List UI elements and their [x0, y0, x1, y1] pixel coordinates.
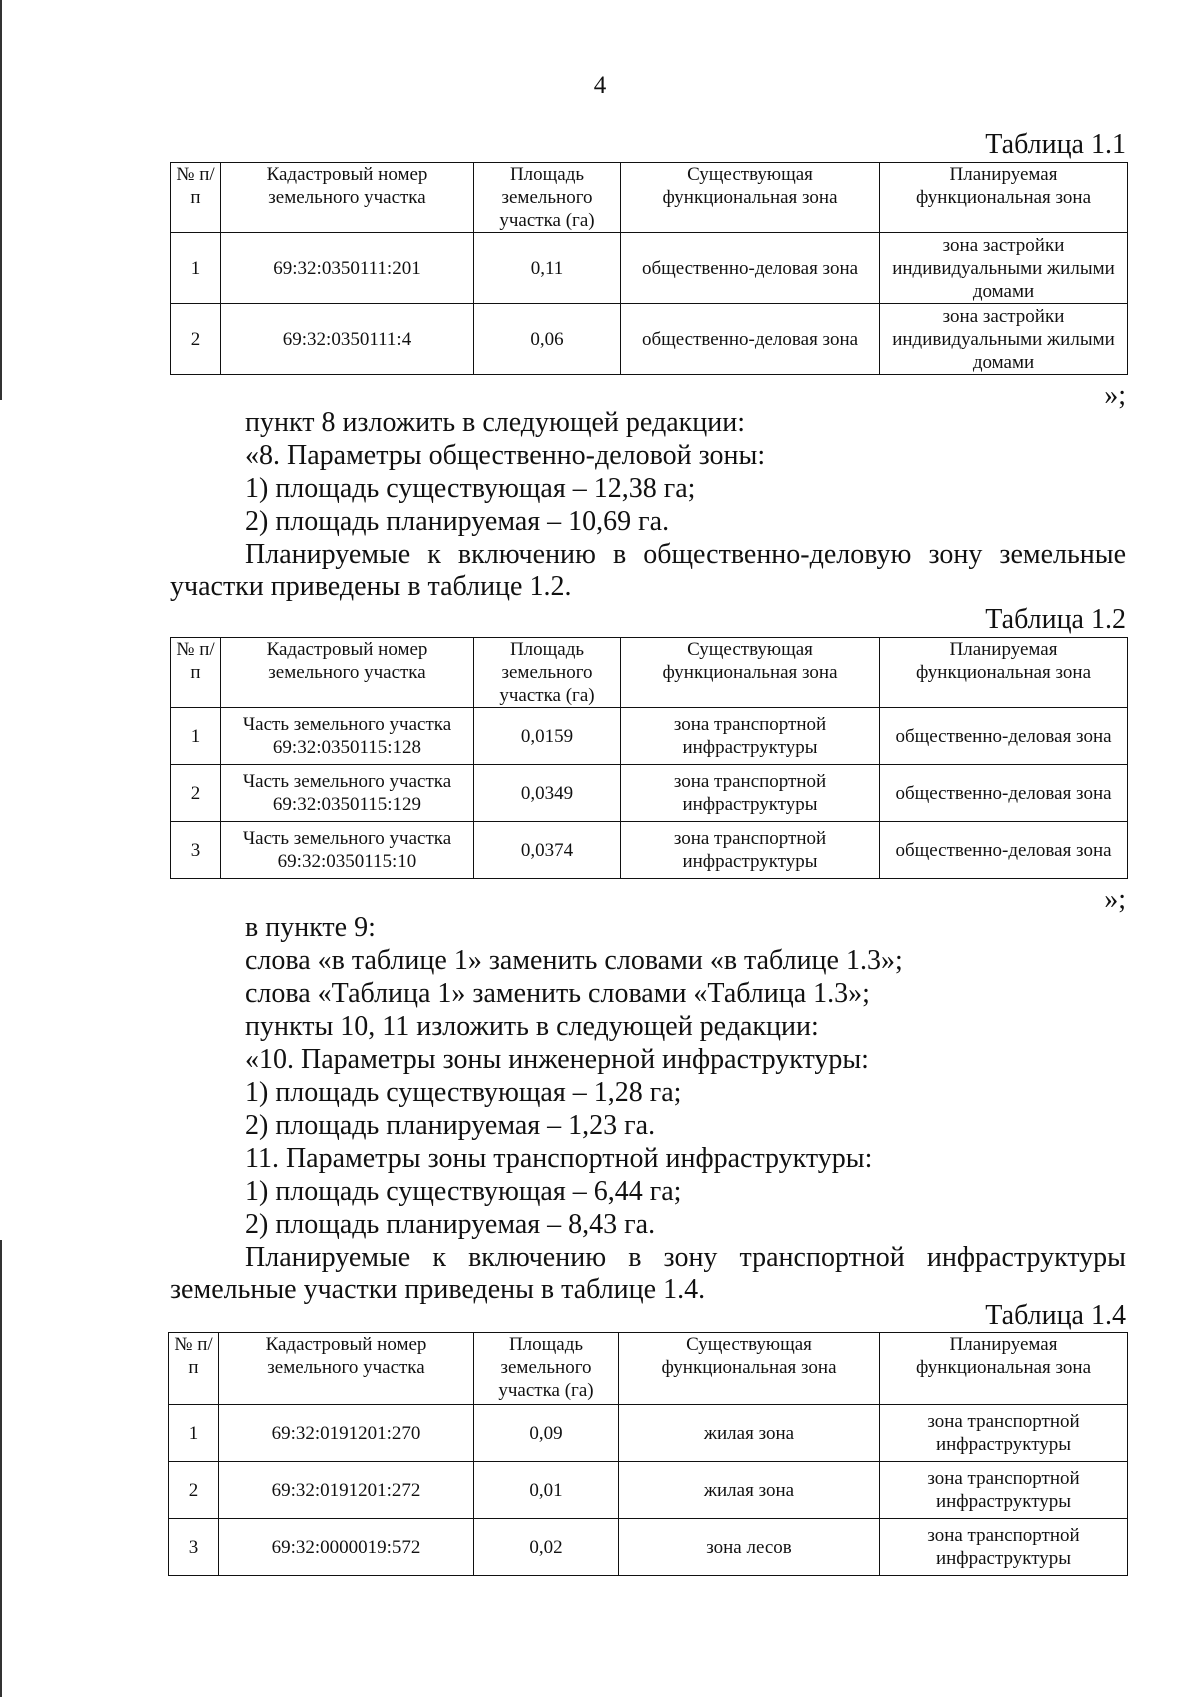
- table-cell: 1: [171, 233, 221, 304]
- table-cell: 69:32:0191201:272: [219, 1462, 474, 1519]
- table-cell: 2: [169, 1462, 219, 1519]
- table-1-4-caption: Таблица 1.4: [985, 1300, 1126, 1331]
- table-cell: Часть земельного участка 69:32:0350115:10: [221, 822, 474, 879]
- table-cell: 69:32:0350111:4: [221, 304, 474, 375]
- section2-line1: в пункте 9:: [245, 912, 376, 943]
- table-1-4: [168, 1332, 1128, 1576]
- table-cell: общественно-деловая зона: [621, 304, 880, 375]
- table-row: [171, 304, 1128, 375]
- table-1-2: [170, 637, 1128, 879]
- table-cell: Часть земельного участка 69:32:0350115:128: [221, 708, 474, 765]
- table-header-row: [171, 163, 1128, 233]
- section2-line8: 11. Параметры зоны транспортной инфраструктуры:: [245, 1143, 873, 1174]
- table-row: [169, 1405, 1128, 1462]
- table-cell: 0,02: [474, 1519, 619, 1576]
- table-1-1-end-quote: »;: [1104, 380, 1126, 411]
- section2-line7: 2) площадь планируемая – 1,23 га.: [245, 1110, 656, 1141]
- table-cell: зона транспортной инфраструктуры: [621, 708, 880, 765]
- table-cell: зона лесов: [619, 1519, 880, 1576]
- table-row: [169, 1519, 1128, 1576]
- scan-edge-bottom: [0, 1240, 2, 1697]
- table-cell: 69:32:0000019:572: [219, 1519, 474, 1576]
- table-1-2-end-quote: »;: [1104, 884, 1126, 915]
- table-1-1: [170, 162, 1128, 375]
- scan-edge-top: [0, 0, 2, 400]
- section2-line10: 2) площадь планируемая – 8,43 га.: [245, 1209, 656, 1240]
- section2-line5: «10. Параметры зоны инженерной инфраструктуры:: [245, 1044, 869, 1075]
- table-cell: 1: [171, 708, 221, 765]
- table-row: [171, 708, 1128, 765]
- header-cell: Площадь земельного участка (га): [474, 163, 621, 233]
- table-cell: 0,11: [474, 233, 621, 304]
- table-cell: общественно-деловая зона: [880, 765, 1128, 822]
- table-cell: общественно-деловая зона: [621, 233, 880, 304]
- header-cell: Кадастровый номер земельного участка: [219, 1333, 474, 1405]
- table-1-1-caption: Таблица 1.1: [985, 129, 1126, 160]
- header-cell: № п/п: [169, 1333, 219, 1405]
- table-cell: зона застройки индивидуальными жилыми домами: [880, 233, 1128, 304]
- table-cell: 0,0374: [474, 822, 621, 879]
- section1-line4: 2) площадь планируемая – 10,69 га.: [245, 506, 670, 537]
- table-header-row: [171, 638, 1128, 708]
- table-cell: 2: [171, 304, 221, 375]
- header-cell: Существующая функциональная зона: [621, 638, 880, 708]
- section2-line3: слова «Таблица 1» заменить словами «Таблица 1.3»;: [245, 978, 870, 1009]
- table-cell: 0,06: [474, 304, 621, 375]
- table-cell: зона транспортной инфраструктуры: [880, 1519, 1128, 1576]
- table-cell: зона транспортной инфраструктуры: [880, 1405, 1128, 1462]
- table-row: [171, 822, 1128, 879]
- section2-line4: пункты 10, 11 изложить в следующей редакции:: [245, 1011, 819, 1042]
- table-cell: 0,01: [474, 1462, 619, 1519]
- table-cell: Часть земельного участка 69:32:0350115:129: [221, 765, 474, 822]
- table-header-row: [169, 1333, 1128, 1405]
- table-cell: общественно-деловая зона: [880, 708, 1128, 765]
- table-cell: 2: [171, 765, 221, 822]
- header-cell: № п/п: [171, 638, 221, 708]
- header-cell: Площадь земельного участка (га): [474, 638, 621, 708]
- table-cell: зона транспортной инфраструктуры: [880, 1462, 1128, 1519]
- section2-line2: слова «в таблице 1» заменить словами «в таблице 1.3»;: [245, 945, 903, 976]
- section1-line2: «8. Параметры общественно-деловой зоны:: [245, 440, 766, 471]
- table-row: [171, 233, 1128, 304]
- table-cell: общественно-деловая зона: [880, 822, 1128, 879]
- header-cell: Существующая функциональная зона: [621, 163, 880, 233]
- table-cell: 69:32:0350111:201: [221, 233, 474, 304]
- table-cell: 0,0159: [474, 708, 621, 765]
- table-cell: жилая зона: [619, 1462, 880, 1519]
- table-cell: 69:32:0191201:270: [219, 1405, 474, 1462]
- section2-paragraph: Планируемые к включению в зону транспортной инфраструктуры земельные участки приведены в таблице 1.4.: [170, 1242, 1126, 1305]
- header-cell: Площадь земельного участка (га): [474, 1333, 619, 1405]
- header-cell: Планируемая функциональная зона: [880, 638, 1128, 708]
- header-cell: № п/п: [171, 163, 221, 233]
- table-cell: 0,0349: [474, 765, 621, 822]
- table-cell: зона транспортной инфраструктуры: [621, 765, 880, 822]
- section1-line1: пункт 8 изложить в следующей редакции:: [245, 407, 745, 438]
- table-cell: зона застройки индивидуальными жилыми домами: [880, 304, 1128, 375]
- table-cell: зона транспортной инфраструктуры: [621, 822, 880, 879]
- table-row: [169, 1462, 1128, 1519]
- header-cell: Существующая функциональная зона: [619, 1333, 880, 1405]
- table-cell: жилая зона: [619, 1405, 880, 1462]
- table-1-2-caption: Таблица 1.2: [985, 604, 1126, 635]
- header-cell: Планируемая функциональная зона: [880, 1333, 1128, 1405]
- table-cell: 3: [169, 1519, 219, 1576]
- header-cell: Кадастровый номер земельного участка: [221, 163, 474, 233]
- table-cell: 1: [169, 1405, 219, 1462]
- page-number: 4: [593, 72, 607, 99]
- section2-line6: 1) площадь существующая – 1,28 га;: [245, 1077, 682, 1108]
- section2-line9: 1) площадь существующая – 6,44 га;: [245, 1176, 682, 1207]
- header-cell: Кадастровый номер земельного участка: [221, 638, 474, 708]
- table-cell: 0,09: [474, 1405, 619, 1462]
- header-cell: Планируемая функциональная зона: [880, 163, 1128, 233]
- section1-line3: 1) площадь существующая – 12,38 га;: [245, 473, 696, 504]
- section1-paragraph: Планируемые к включению в общественно-деловую зону земельные участки приведены в таблице 1.2.: [170, 539, 1126, 602]
- table-row: [171, 765, 1128, 822]
- table-cell: 3: [171, 822, 221, 879]
